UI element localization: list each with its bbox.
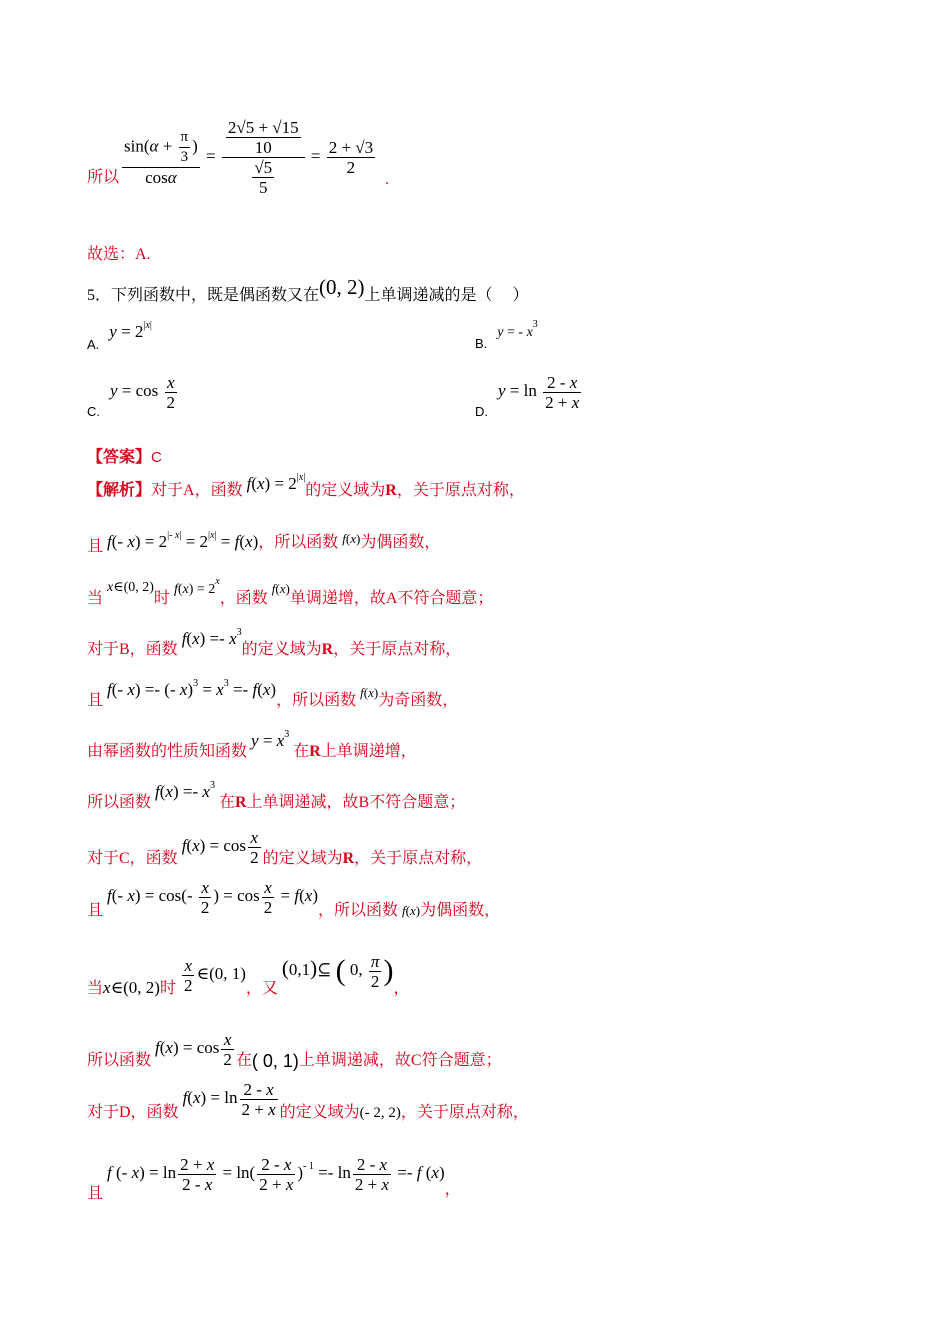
formula: $f(x) = 2^{|x|}$ <box>246 472 306 493</box>
prev-tail: . <box>385 171 389 188</box>
text: 单调递增，故A不符合题意； <box>289 590 494 607</box>
text: 的定义域为 <box>241 641 322 658</box>
option-c <box>87 373 179 420</box>
text: 且 <box>87 902 104 920</box>
prev-lead: 所以 <box>87 169 120 186</box>
text: 对于C，函数 <box>87 850 178 868</box>
option-b-label: B. <box>475 336 488 351</box>
stem-interval: (0, 2) <box>319 275 365 299</box>
option-c-label: C. <box>87 404 100 420</box>
formula: $f(x) =- x^3$ <box>181 627 242 648</box>
option-a <box>87 320 152 352</box>
text: 且 <box>87 1185 104 1203</box>
text: 且 <box>87 692 104 709</box>
text: ，关于原点对称， <box>333 641 462 658</box>
formula-sin-over-cos: sin(α + $\frac{\pi}{3}$ ) cosα = $\frac{\frac{2√5 + √15}{10}}{\frac{√5}{5}}$ = $\frac{2 + √3}{2}$ <box>124 118 374 197</box>
text: ， <box>393 980 410 998</box>
formula: ( 0, 1) <box>251 1051 299 1072</box>
text: ，关于原点对称， <box>396 482 525 499</box>
text: 上单调递增， <box>320 743 417 760</box>
text: ，关于原点对称， <box>354 850 483 868</box>
analysis-line-9 <box>87 878 501 920</box>
formula: f(- $x) = 2^{|- x|} = 2^{|x|} = f(x)$ <box>107 530 259 551</box>
formula: f(x) <box>360 685 379 700</box>
analysis-line-7 <box>87 780 466 811</box>
text: 对于B，函数 <box>87 641 178 658</box>
formula: f(x) <box>271 581 290 596</box>
set-r: R <box>309 743 321 760</box>
formula: x∈(0, 2) <box>107 580 154 595</box>
formula: $\frac{x}{2}$ ∈(0, 1) <box>183 956 246 995</box>
set-r: R <box>321 641 334 658</box>
formula: f(x) = cos $\frac{x}{2}$ <box>155 1030 232 1069</box>
analysis-line-13 <box>87 1155 461 1203</box>
stem-part-b: 上单调递减的是（ ） <box>364 287 529 304</box>
text: 由幂函数的性质知函数 <box>87 743 248 760</box>
text: 为偶函数， <box>420 902 501 920</box>
set-r: R <box>342 850 355 868</box>
formula: f(x) <box>402 903 421 919</box>
domain-interval: (- 2, 2) <box>359 1105 401 1122</box>
formula: f(x) = ln $\frac{2 - x}{2 + x}$ <box>182 1080 276 1119</box>
option-a-formula: $y = 2^{|x|}$ <box>109 320 152 341</box>
analysis-line-6 <box>87 729 417 760</box>
formula: f(- x) =- (- $x)^3 = x^3 =- f(x)$ <box>107 678 277 699</box>
question-number: 5． <box>87 287 112 304</box>
analysis-line-2 <box>87 532 440 553</box>
text: 为奇函数， <box>378 692 459 709</box>
option-d <box>475 373 583 420</box>
text: 在 <box>235 1052 252 1070</box>
text: 当 <box>87 590 104 607</box>
text: 对于D，函数 <box>87 1104 179 1122</box>
formula: $f(x) = 2^x$ <box>173 576 220 597</box>
analysis-line-5 <box>87 678 459 709</box>
formula: f(- x) = cos(- $\frac{x}{2}$ ) = cos $\frac{x}{2}$ = f(x) <box>107 878 318 917</box>
text: 当 <box>87 980 104 998</box>
answer-tag: 【答案】 <box>87 449 152 466</box>
text: 时 <box>159 980 176 998</box>
set-r: R <box>385 482 397 499</box>
text: 的定义域为 <box>262 850 343 868</box>
text: 为偶函数， <box>360 534 441 551</box>
option-b-formula: y = - $x^3$ <box>497 319 538 340</box>
formula: (0,1)⊆ ( 0, $\frac{\pi}{2}$ ) <box>281 952 394 991</box>
text: 在 <box>293 743 310 760</box>
analysis-line-8 <box>87 828 482 867</box>
formula: f (- x) = ln $\frac{2 + x}{2 - x}$ = ln( $\frac{2 - x}{2 + x}$ )$^{- 1}$ =- ln $\frac{2 - x}{2 + x}$ =- f (x) <box>107 1155 445 1194</box>
option-d-label: D. <box>475 404 488 420</box>
answer-line <box>87 448 162 468</box>
text: ，所以函数 <box>258 534 339 551</box>
text: 的定义域为 <box>279 1104 360 1122</box>
text: 的定义域为 <box>305 482 386 499</box>
analysis-line-3 <box>87 576 494 607</box>
text: 在 <box>218 794 235 811</box>
text: ，所以函数 <box>276 692 357 709</box>
analysis-line-12 <box>87 1080 529 1122</box>
text: ，所以函数 <box>318 902 399 920</box>
analysis-line-11 <box>87 1030 502 1072</box>
text: 所以函数 <box>87 794 152 811</box>
option-d-formula: y = ln $\frac{2 - x}{2 + x}$ <box>498 373 580 412</box>
set-r: R <box>234 794 247 811</box>
formula: $y = x^3$ <box>251 729 290 750</box>
option-c-formula: y = cos $\frac{x}{2}$ <box>110 373 176 412</box>
text: ，又 <box>245 980 278 998</box>
text: 对于A，函数 <box>151 482 243 499</box>
text: 所以函数 <box>87 1052 152 1070</box>
analysis-tag: 【解析】 <box>87 482 152 499</box>
analysis-line-4 <box>87 627 462 658</box>
text: ，函数 <box>219 590 268 607</box>
formula: f(x) <box>342 531 361 546</box>
text: 上单调递减，故C符合题意； <box>298 1052 502 1070</box>
analysis-line-10 <box>87 952 410 998</box>
option-a-label: A. <box>87 337 100 352</box>
text: ， <box>444 1181 461 1199</box>
formula: f(x) = cos $\frac{x}{2}$ <box>181 828 259 867</box>
analysis-line-1 <box>87 472 525 501</box>
formula: $f(x) =- x^3$ <box>155 780 215 801</box>
text: 上单调递减，故B不符合题意； <box>246 794 466 811</box>
stem-part-a: 下列函数中，既是偶函数又在 <box>111 287 320 304</box>
text: 时 <box>153 590 170 607</box>
formula: x∈(0, 2) <box>103 978 160 998</box>
option-b <box>475 319 538 351</box>
answer-value: C <box>151 449 162 466</box>
question-stem <box>87 275 529 306</box>
text: ，关于原点对称， <box>400 1104 529 1122</box>
text: 且 <box>87 538 104 555</box>
prev-conclusion: 故选：A. <box>87 246 151 263</box>
